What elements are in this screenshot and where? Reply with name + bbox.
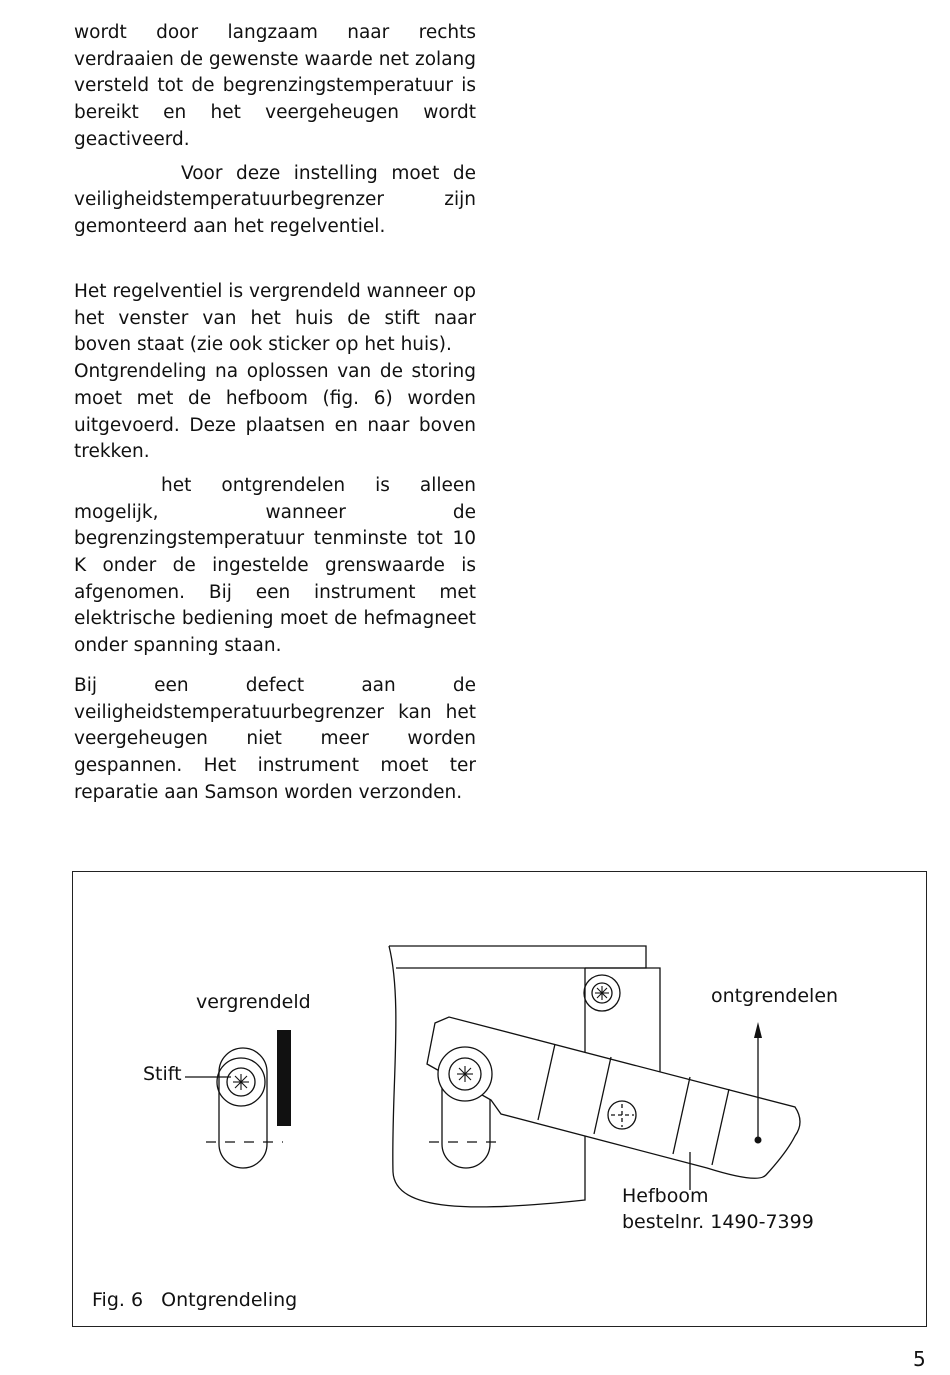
locked-indicator-bar xyxy=(277,1030,291,1126)
screw-icon xyxy=(595,986,609,1000)
label-lever: Hefboom xyxy=(622,1185,709,1207)
paragraph: Het regelventiel is vergrendeld wanneer op het venster van het huis de stift naar boven staat (zie ook sticker op het huis). xyxy=(74,281,476,356)
text-block-locking xyxy=(74,279,476,660)
unlock-arrow-dot xyxy=(755,1137,762,1144)
paragraph: wordt door langzaam naar rechts verdraaien de gewenste waarde net zolang versteld tot de begrenzingstemperatuur is bereikt en het veergeheugen wordt geactiveerd. xyxy=(74,22,476,150)
text-block-top xyxy=(74,20,476,241)
label-unlock: ontgrendelen xyxy=(711,985,839,1007)
paragraph-note: het ontgrendelen is alleen mogelijk, wanneer de begrenzingstemperatuur tenminste tot 10 K onder de ingestelde grenswaarde is afgenomen. Bij een instrument met elektrische bediening moet de hefmagneet onder spanning staan. xyxy=(74,474,476,657)
text-block-defect xyxy=(74,673,476,807)
paragraph-note: Voor deze instelling moet de veiligheidstemperatuurbegrenzer zijn gemonteerd aan het regelventiel. xyxy=(74,162,476,237)
unlocking-diagram xyxy=(73,872,928,1328)
paragraph: Ontgrendeling na oplossen van de storing moet met de hefboom (fig. 6) worden uitgevoerd. Deze plaatsen en naar boven trekken. xyxy=(74,361,476,463)
label-pin: Stift xyxy=(143,1063,182,1085)
figure-caption: Fig. 6 Ontgrendeling xyxy=(92,1289,298,1311)
page-number: 5 xyxy=(913,1347,926,1371)
paragraph: Bij een defect aan de veiligheidstemperatuurbegrenzer kan het veergeheugen niet meer worden gespannen. Het instrument moet ter reparatie aan Samson worden verzonden. xyxy=(74,675,476,803)
label-order-number: bestelnr. 1490-7399 xyxy=(622,1211,814,1233)
screw-icon xyxy=(457,1066,473,1082)
screw-icon xyxy=(233,1074,249,1090)
figure-frame xyxy=(72,871,927,1327)
unlock-arrow-head xyxy=(754,1022,762,1038)
locked-slot-outline xyxy=(219,1048,267,1168)
housing-top-bar xyxy=(389,946,646,968)
label-locked: vergrendeld xyxy=(196,991,311,1013)
